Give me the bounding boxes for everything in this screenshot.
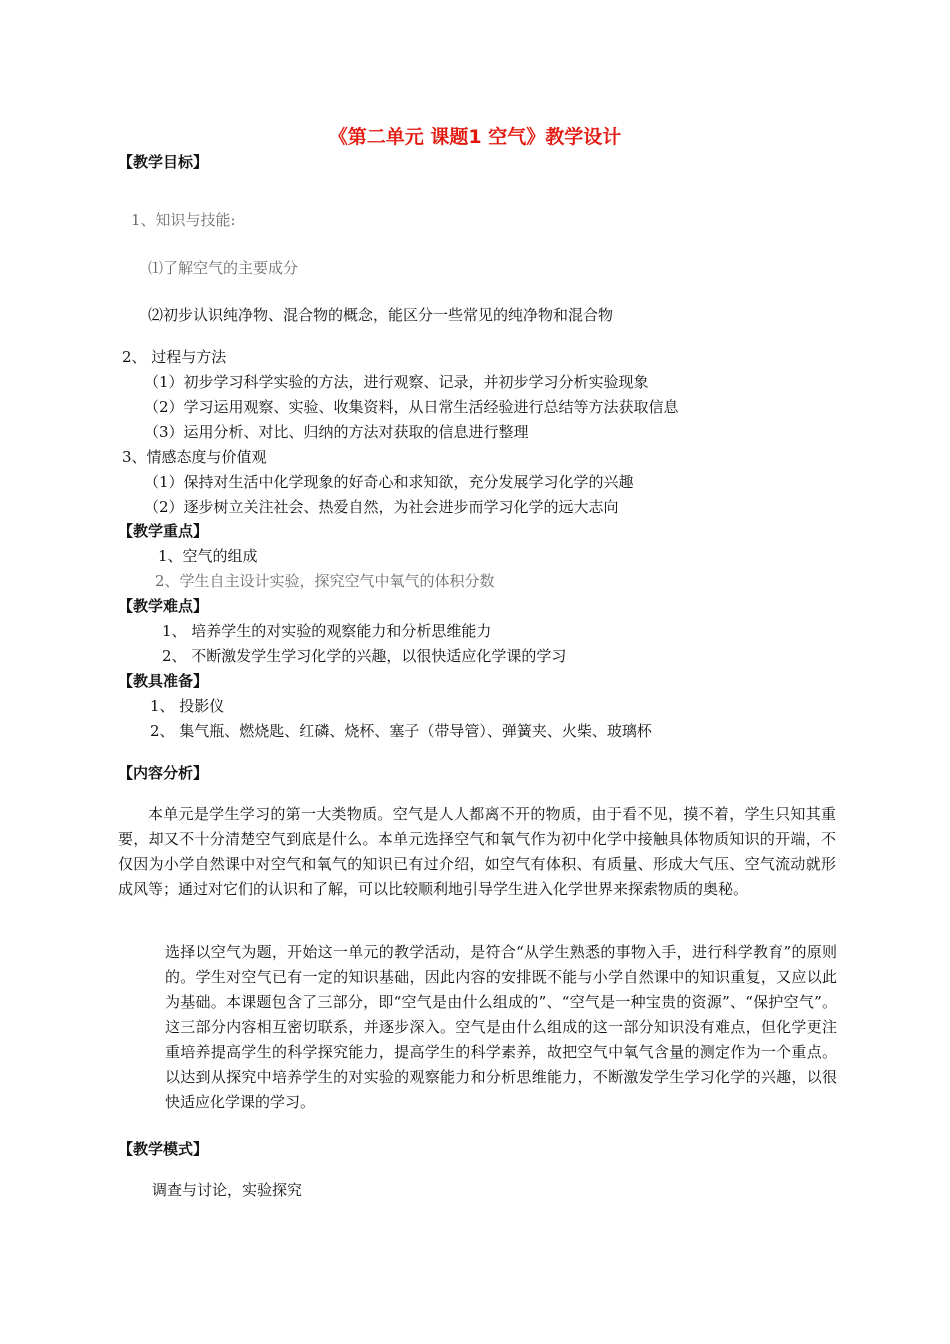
section-heading-key-points: 【教学重点】 — [118, 522, 209, 540]
section-heading-equipment: 【教具准备】 — [118, 672, 209, 690]
section-heading-mode: 【教学模式】 — [118, 1140, 209, 1158]
subsection-knowledge-title: 1、知识与技能: — [131, 211, 236, 229]
mode-text: 调查与讨论，实验探究 — [152, 1181, 303, 1199]
analysis-paragraph: 本单元是学生学习的第一大类物质。空气是人人都离不开的物质，由于看不见，摸不着，学生只知其重要，却又不十分清楚空气到底是什么。本单元选择空气和氧气作为初中化学中接触具体物质知识的开端，不仅因为小学自然课中对空气和氧气的知识已有过介绍，如空气有体积、有质量、形成大气压、空气流动就形成风等；通过对它们的认识和了解，可以比较顺利地引导学生进入化学世界来探索物质的奥秘。 — [118, 805, 836, 898]
list-item: （2）逐步树立关注社会、热爱自然，为社会进步而学习化学的远大志向 — [144, 498, 619, 516]
section-heading-goals: 【教学目标】 — [118, 153, 209, 171]
page-title: 《第二单元 课题1 空气》教学设计 — [328, 126, 622, 148]
subsection-attitude-title: 3、情感态度与价值观 — [122, 448, 267, 466]
list-item: 2、 不断激发学生学习化学的兴趣，以很快适应化学课的学习 — [162, 647, 567, 665]
list-item: （1）初步学习科学实验的方法，进行观察、记录，并初步学习分析实验现象 — [144, 373, 649, 391]
section-heading-analysis: 【内容分析】 — [118, 764, 209, 782]
list-item: 1、空气的组成 — [158, 547, 258, 565]
analysis-paragraph: 选择以空气为题，开始这一单元的教学活动，是符合“从学生熟悉的事物入手，进行科学教育”的原则的。学生对空气已有一定的知识基础，因此内容的安排既不能与小学自然课中的知识重复，又应以此为基础。本课题包含了三部分，即“空气是由什么组成的”、“空气是一种宝贵的资源”、“保护空气”。这三部分内容相互密切联系，并逐步深入。空气是由什么组成的这一部分知识没有难点，但化学更注重培养提高学生的科学探究能力，提高学生的科学素养，故把空气中氧气含量的测定作为一个重点。以达到从探究中培养学生的对实验的观察能力和分析思维能力，不断激发学生学习化学的兴趣，以很快适应化学课的学习。 — [165, 943, 837, 1111]
list-item: 1、 投影仪 — [150, 697, 225, 715]
list-item: 2、学生自主设计实验，探究空气中氧气的体积分数 — [155, 572, 495, 590]
list-item: （3）运用分析、对比、归纳的方法对获取的信息进行整理 — [144, 423, 529, 441]
subsection-process-title: 2、 过程与方法 — [122, 348, 227, 366]
list-item: （2）学习运用观察、实验、收集资料，从日常生活经验进行总结等方法获取信息 — [144, 398, 679, 416]
list-item: 2、 集气瓶、燃烧匙、红磷、烧杯、塞子（带导管）、弹簧夹、火柴、玻璃杯 — [150, 722, 652, 740]
list-item: ⑴了解空气的主要成分 — [148, 259, 299, 277]
section-heading-difficulties: 【教学难点】 — [118, 597, 209, 615]
list-item: 1、 培养学生的对实验的观察能力和分析思维能力 — [162, 622, 492, 640]
list-item: （1）保持对生活中化学现象的好奇心和求知欲，充分发展学习化学的兴趣 — [144, 473, 634, 491]
list-item: ⑵初步认识纯净物、混合物的概念，能区分一些常见的纯净物和混合物 — [148, 306, 614, 324]
